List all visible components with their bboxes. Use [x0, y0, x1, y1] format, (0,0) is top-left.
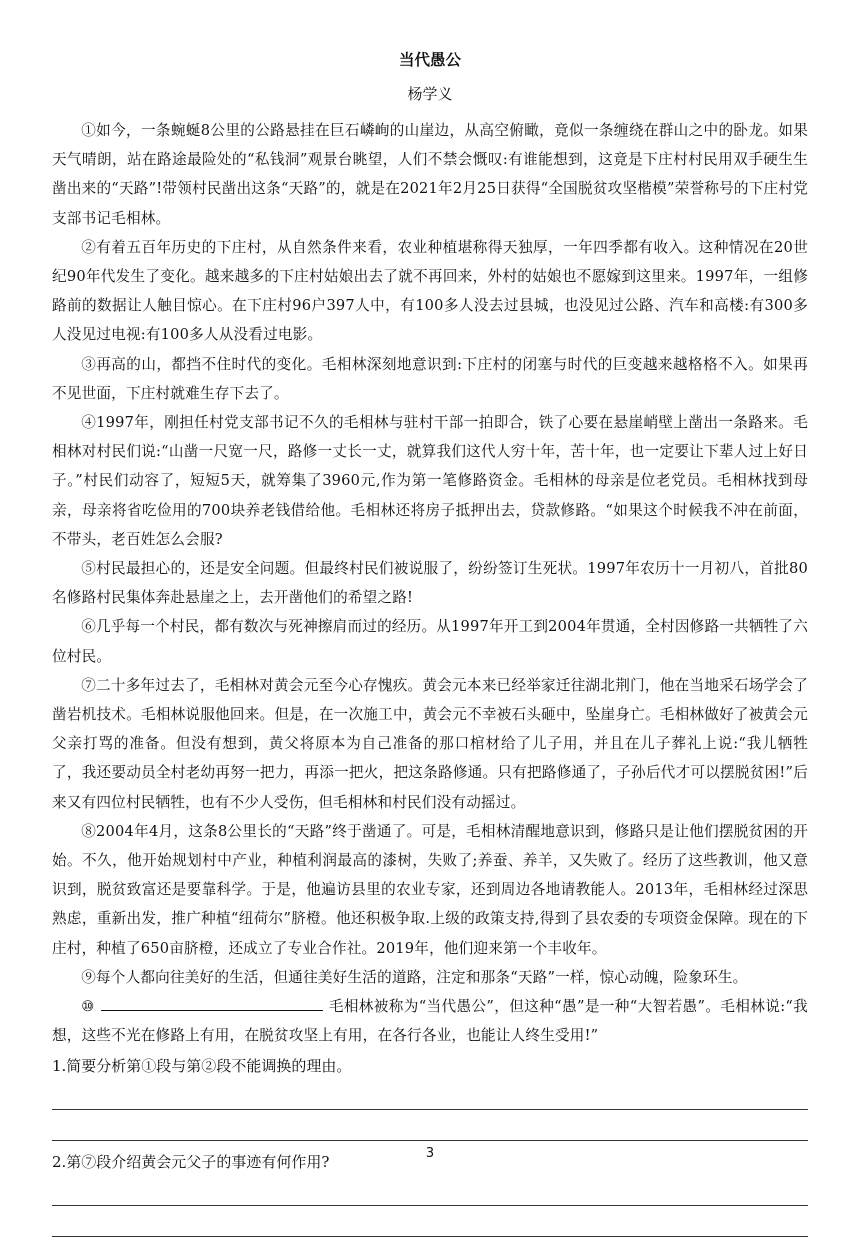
- question-2-text: 2.第⑦段介绍黄会元父子的事迹有何作用?: [52, 1152, 330, 1171]
- paragraph-3: ③再高的山，都挡不住时代的变化。毛相林深刻地意识到:下庄村的闭塞与时代的巨变越来越格格不入。如果再不见世面，下庄村就难生存下去了。: [52, 355, 808, 402]
- answer-line[interactable]: [52, 1206, 808, 1237]
- paragraph-7: ⑦二十多年过去了，毛相林对黄会元至今心存愧疚。黄会元本来已经举家迁往湖北荆门，他在当地采石场学会了凿岩机技术。毛相林说服他回来。但是，在一次施工中，黄会元不幸被石头砸中，坠崖身亡。毛相林做好了被黄会元父亲打骂的准备。但没有想到，黄父将原本为自己准备的那口棺材给了儿子用，并且在儿子葬礼上说:“我儿牺牲 了，我还要动员全村老幼再努一把力，再添一把火，把这条路修通。只有把路修通了，子孙后代才可以摆脱贫困!”后来又有四位村民牺牲，也有不少人受伤，但毛相林和村民们没有动摇过。: [52, 676, 808, 811]
- paragraph-10: [52, 992, 808, 1050]
- page-number: 3: [425, 1146, 435, 1161]
- paragraph-4: ④1997年，刚担任村党支部书记不久的毛相林与驻村干部一拍即合，铁了心要在悬崖峭壁上凿出一条路来。毛相林对村民们说:“山凿一尺宽一尺，路修一丈长一丈，就算我们这代人穷十年，苦十年，也一定要让下辈人过上好日子。”村民们动容了，短短5天，就筹集了3960元,作为第一笔修路资金。毛相林的母亲是位老党员。毛相林找到母亲，母亲将省吃俭用的700块养老钱借给他。毛相林还将房子抵押出去，贷款修路。“如果这个时候我不冲在前面，不带头，老百姓怎么会服?: [52, 414, 808, 548]
- paragraph-10-text: 毛相林被称为“当代愚公”，但这种“愚”是一种“大智若愚”。毛相林说:“我想，这些不光在修路上有用，在脱贫攻坚上有用，在各行各业，也能让人终生受用!”: [52, 998, 808, 1045]
- question-2: [52, 1149, 808, 1237]
- article-body: [52, 116, 808, 1051]
- paragraph-2: ②有着五百年历史的下庄村，从自然条件来看，农业种植堪称得天独厚，一年四季都有收入。这种情况在20世纪90年代发生了变化。越来越多的下庄村姑娘出去了就不再回来，外村的姑娘也不愿嫁到这里来。1997年，一组修路前的数据让人触目惊心。在下庄村96户397人中，有100多人没去过县城，也没见过公路、汽车和高楼:有300多人没见过电视:有100多人从没看过电影。: [52, 238, 808, 344]
- document-page: [52, 48, 808, 1237]
- paragraph-6: ⑥几乎每一个村民，都有数次与死神擦肩而过的经历。从1997年开工到2004年贯通，全村因修路一共牺牲了六位村民。: [52, 618, 808, 665]
- question-1-text: 1.简要分析第①段与第②段不能调换的理由。: [52, 1056, 352, 1075]
- answer-line[interactable]: [52, 1175, 808, 1206]
- paragraph-9: ⑨每个人都向往美好的生活，但通往美好生活的道路，注定和那条“天路”一样，惊心动魄，险象环生。: [81, 968, 748, 986]
- fill-in-blank[interactable]: [101, 994, 323, 1011]
- article-author: 杨学义: [407, 85, 453, 103]
- paragraph-10-number: ⑩: [81, 998, 95, 1016]
- question-1: [52, 1053, 808, 1141]
- paragraph-1: ①如今，一条蜿蜒8公里的公路悬挂在巨石嶙峋的山崖边，从高空俯瞰，竟似一条缠绕在群山之中的卧龙。如果天气晴朗，站在路途最险处的“私钱洞”观景台眺望，人们不禁会慨叹:有谁能想到，这竟是下庄村村民用双手硬生生凿出来的“天路”!带领村民凿出这条“天路”的，就是在2021年2月25日获得“全国脱贫攻坚楷模”荣誉称号的下庄村党支部书记毛相林。: [52, 122, 808, 227]
- answer-line[interactable]: [52, 1079, 808, 1110]
- answer-line[interactable]: [52, 1110, 808, 1141]
- paragraph-8: ⑧2004年4月，这条8公里长的“天路”终于凿通了。可是，毛相林清醒地意识到，修路只是让他们摆脱贫困的开始。不久，他开始规划村中产业，种植利润最高的漆树，失败了;养蚕、养羊，又失败了。经历了这些教训，他又意识到，脱贫致富还是要靠科学。于是，他遍访县里的农业专家，还到周边各地请教能人。2013年，毛相林经过深思熟虑，重新出发，推广种植“纽荷尔”脐橙。他还积极争取.上级的政策支持,得到了县农委的专项资金保障。现在的下庄村，种植了650亩脐橙，还成立了专业合作社。2019年，他们迎来第一个丰收年。: [52, 822, 808, 957]
- paragraph-5: ⑤村民最担心的，还是安全问题。但最终村民们被说服了，纷纷签订生死状。1997年农历十一月初八，首批80名修路村民集体奔赴悬崖之上，去开凿他们的希望之路!: [52, 560, 808, 607]
- article-title: 当代愚公: [398, 51, 461, 69]
